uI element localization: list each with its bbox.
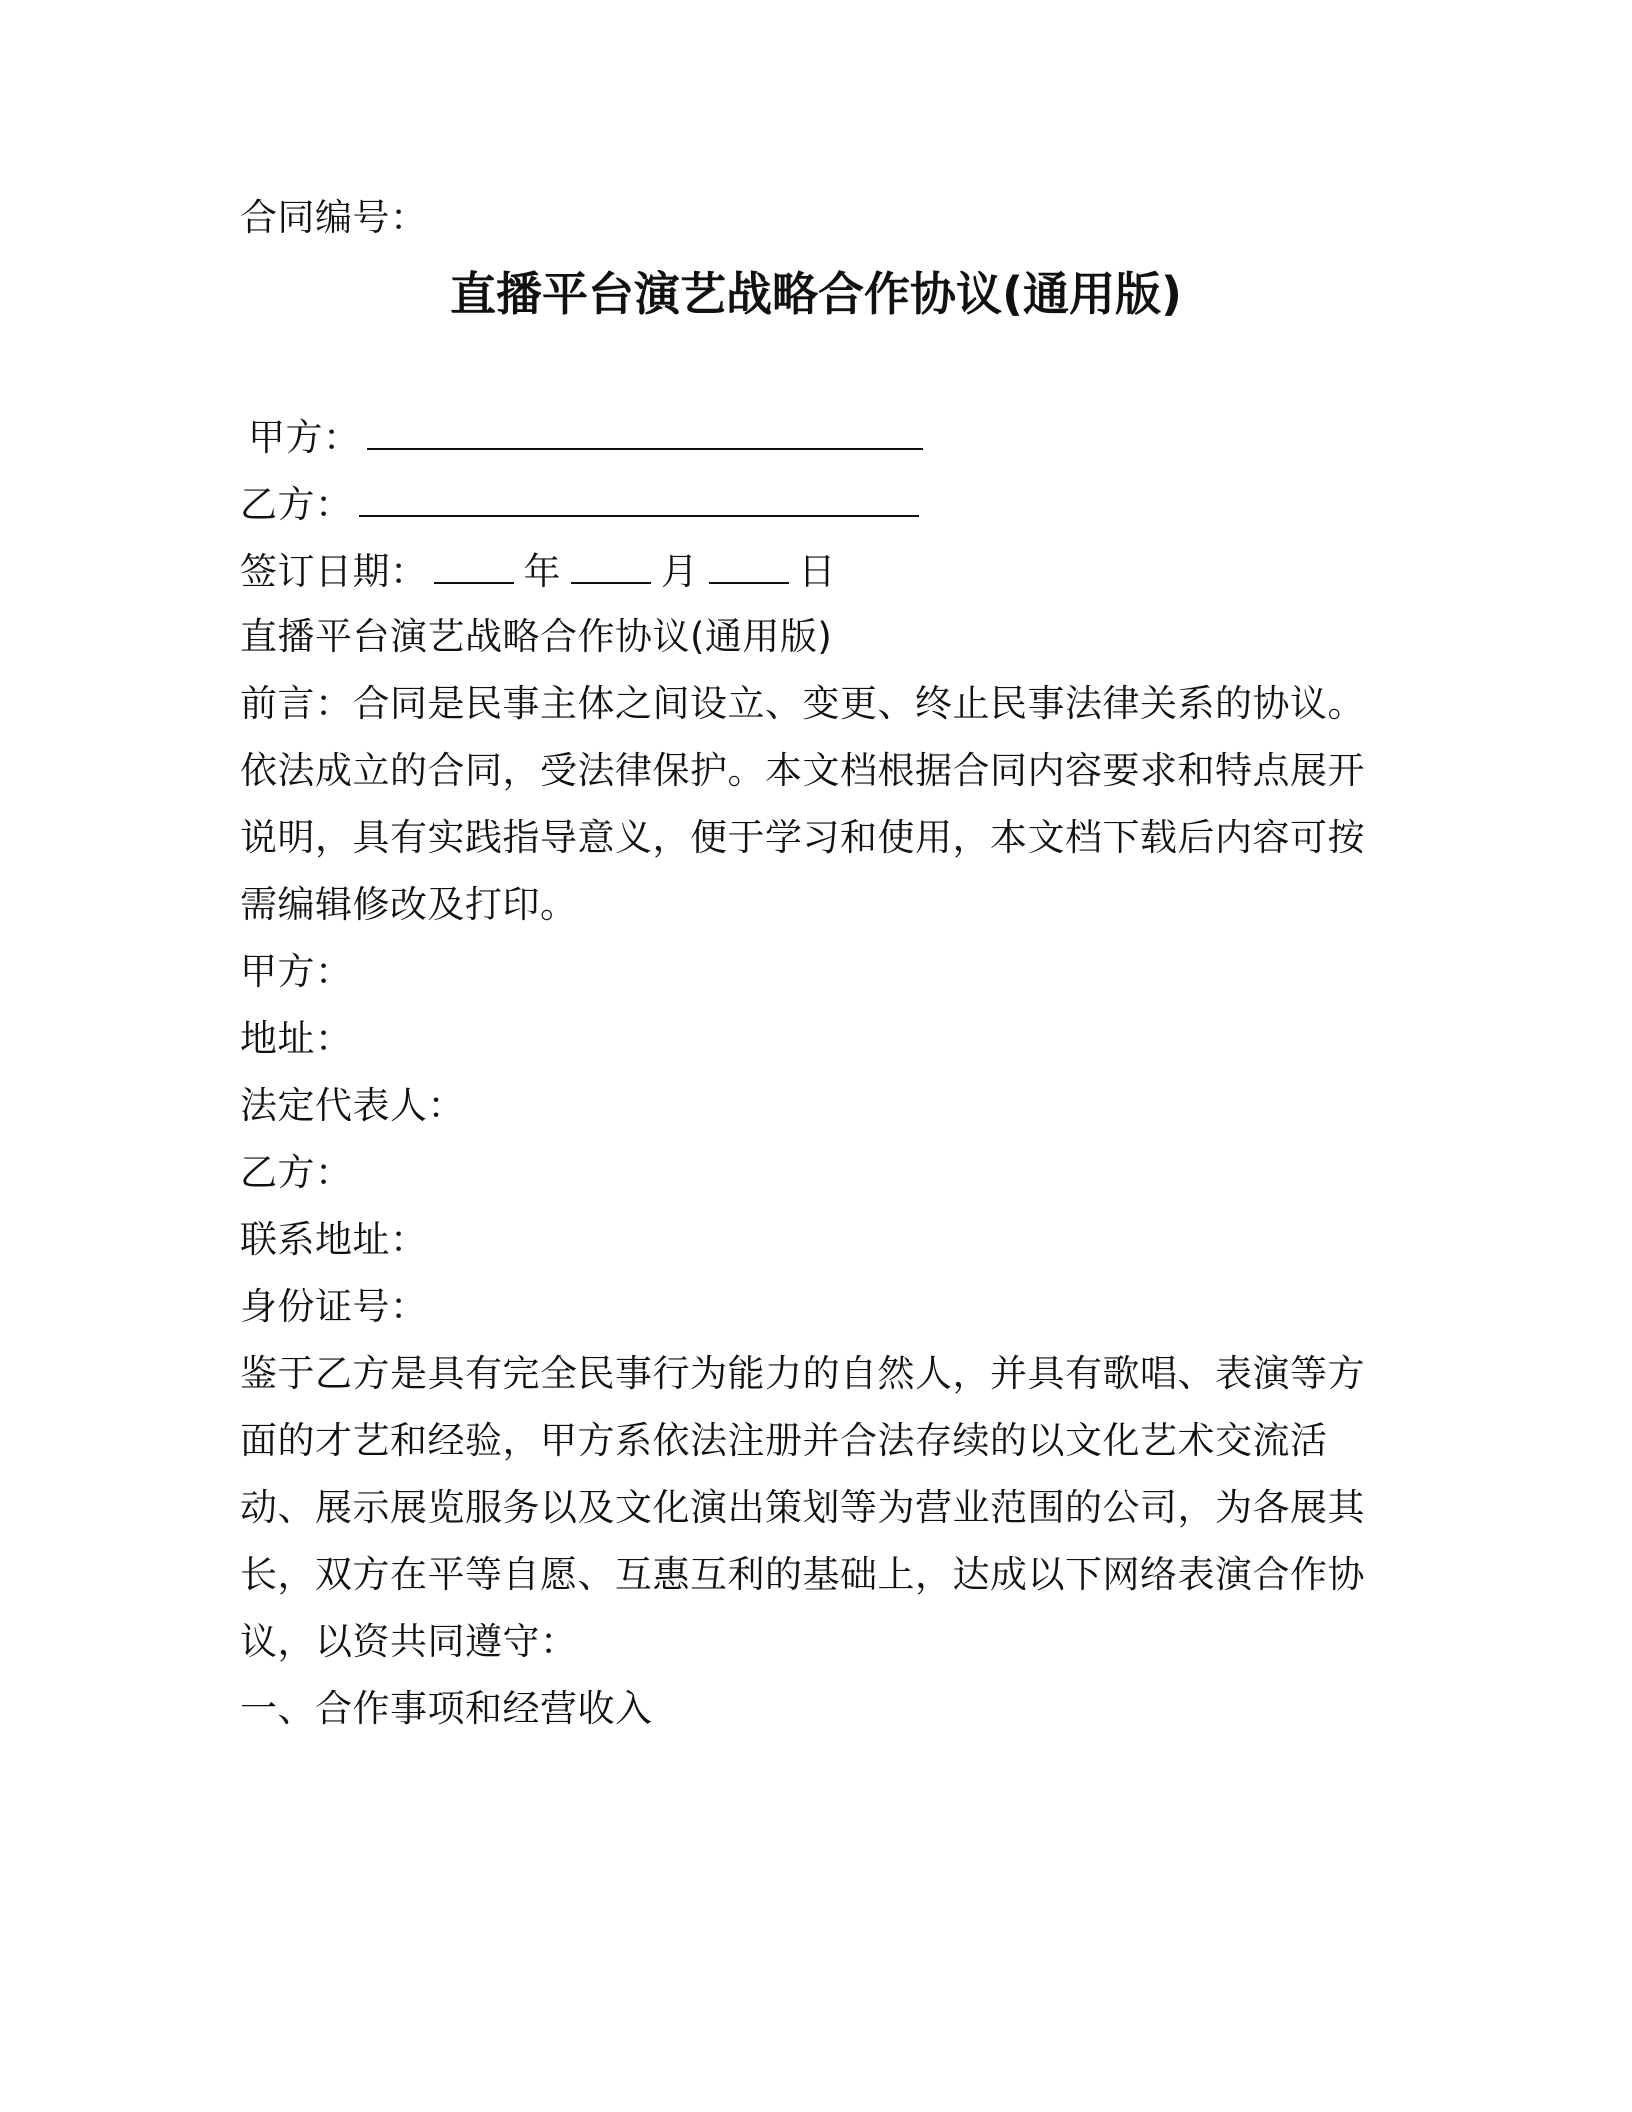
sign-date-label: 签订日期： — [240, 550, 428, 593]
id-number-label: 身份证号： — [240, 1285, 428, 1328]
year-unit: 年 — [523, 550, 561, 593]
preface-line: 说明，具有实践指导意义，便于学习和使用，本文档下载后内容可按 — [240, 816, 1365, 859]
document-title: 直播平台演艺战略合作协议(通用版) — [449, 267, 1183, 321]
day-unit: 日 — [798, 550, 836, 593]
party-a-label: 甲方： — [240, 950, 353, 993]
party-a-blank — [367, 414, 923, 450]
preface-line: 依法成立的合同，受法律保护。本文档根据合同内容要求和特点展开 — [240, 749, 1365, 792]
year-blank — [434, 548, 514, 584]
party-b-label: 乙方： — [240, 1151, 353, 1194]
whereas-line: 议，以资共同遵守： — [240, 1620, 578, 1663]
contact-address-label: 联系地址： — [240, 1218, 428, 1261]
repeat-title: 直播平台演艺战略合作协议(通用版) — [240, 615, 833, 658]
party-b-top-label: 乙方： — [240, 483, 353, 526]
whereas-line: 面的才艺和经验，甲方系依法注册并合法存续的以文化艺术交流活 — [240, 1419, 1328, 1462]
whereas-line: 动、展示展览服务以及文化演出策划等为营业范围的公司，为各展其 — [240, 1486, 1365, 1529]
legal-representative-label: 法定代表人： — [240, 1084, 465, 1127]
whereas-line: 长，双方在平等自愿、互惠互利的基础上，达成以下网络表演合作协 — [240, 1553, 1365, 1596]
sign-date-line — [240, 548, 840, 594]
whereas-line: 鉴于乙方是具有完全民事行为能力的自然人，并具有歌唱、表演等方 — [240, 1352, 1365, 1395]
month-blank — [571, 548, 651, 584]
address-label: 地址： — [240, 1017, 353, 1060]
day-blank — [709, 548, 789, 584]
contract-number-label: 合同编号： — [240, 196, 428, 239]
party-b-blank — [359, 481, 919, 517]
section-1-heading: 一、合作事项和经营收入 — [240, 1687, 653, 1730]
preface-line: 需编辑修改及打印。 — [240, 883, 578, 926]
preface-line: 前言：合同是民事主体之间设立、变更、终止民事法律关系的协议。 — [240, 682, 1365, 725]
month-unit: 月 — [661, 550, 699, 593]
party-a-signature-line — [248, 414, 929, 460]
party-b-signature-line — [240, 481, 925, 527]
party-a-top-label: 甲方： — [248, 416, 361, 459]
